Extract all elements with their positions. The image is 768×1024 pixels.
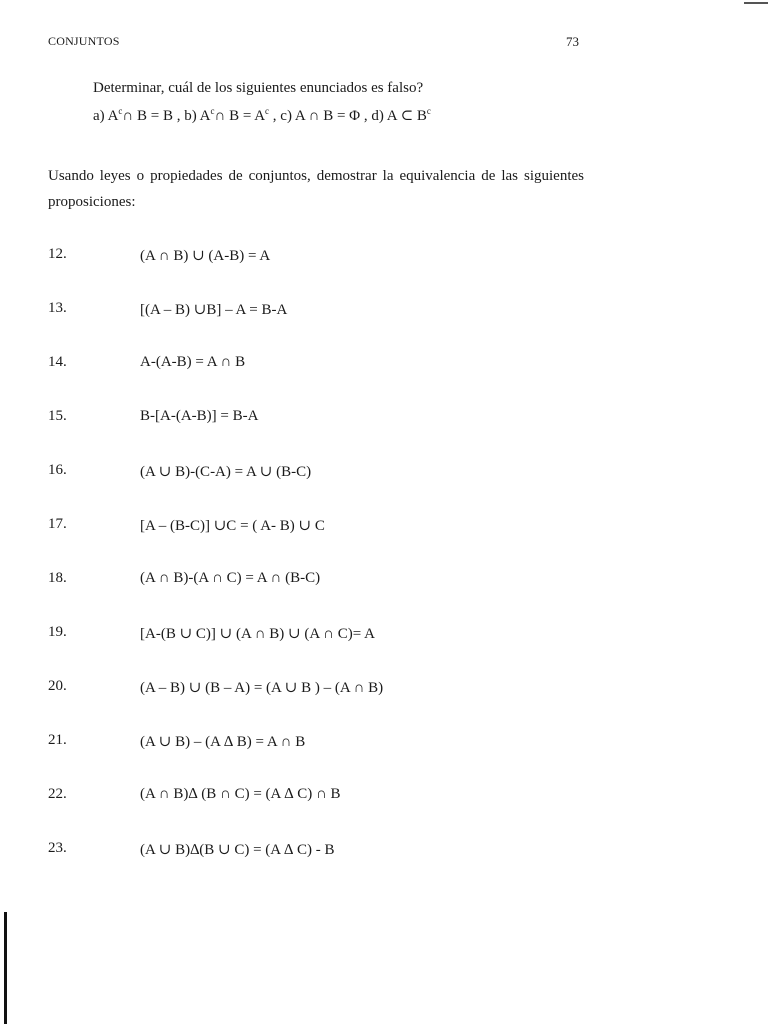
exercise-formula: [A – (B-C)] ∪C = ( A- B) ∪ C: [140, 518, 325, 534]
exercise-formula: B-[A-(A-B)] = B-A: [140, 408, 259, 424]
exercise-number: 14.: [48, 354, 67, 370]
exercise-number: 12.: [48, 246, 67, 262]
exercise-formula: (A ∪ B) – (A ∆ B) = A ∩ B: [140, 734, 306, 750]
option-a: a) $A^c\cap$ B = B: [93, 106, 173, 124]
exercise-number: 13.: [48, 300, 67, 316]
scan-corner-mark: [744, 2, 768, 4]
option-b: , b) $A^c\cap$ $B = A^c$: [176, 106, 270, 124]
exercise-formula: (A ∪ B)-(C-A) = A ∪ (B-C): [140, 464, 312, 480]
exercise-number: 15.: [48, 408, 67, 424]
instruction-paragraph: Usando leyes o propiedades de conjuntos, demostrar la equivalencia de las siguientes proposiciones:: [48, 168, 584, 210]
question-text: Determinar, cuál de los siguientes enunciados es falso?: [93, 80, 424, 96]
exercise-number: 22.: [48, 786, 67, 802]
exercise-number: 17.: [48, 516, 67, 532]
running-header: CONJUNTOS: [48, 34, 120, 48]
option-d: d) A ⊂ $B^c$: [371, 106, 431, 124]
exercise-number: 16.: [48, 462, 67, 478]
exercise-formula: (A ∪ B)∆(B ∪ C) = (A ∆ C) - B: [140, 842, 335, 858]
exercise-formula: [(A – B) ∪B] – A = B-A: [140, 302, 288, 318]
question-options: [93, 106, 431, 125]
exercise-number: 19.: [48, 624, 67, 640]
exercise-number: 18.: [48, 570, 67, 586]
exercise-number: 20.: [48, 678, 67, 694]
exercise-formula: [A-(B ∪ C)] ∪ (A ∩ B) ∪ (A ∩ C)= A: [140, 626, 375, 642]
exercise-number: 21.: [48, 732, 67, 748]
exercise-number: 23.: [48, 840, 67, 856]
option-c: , c) A ∩ B = Φ ,: [272, 108, 368, 124]
exercise-formula: (A – B) ∪ (B – A) = (A ∪ B ) – (A ∩ B): [140, 680, 384, 696]
exercise-formula: (A ∩ B)-(A ∩ C) = A ∩ (B-C): [140, 570, 321, 586]
exercise-formula: (A ∩ B)∆ (B ∩ C) = (A ∆ C) ∩ B: [140, 786, 341, 802]
scan-edge-mark: [4, 912, 7, 1024]
page-number: 73: [566, 34, 579, 49]
exercise-formula: (A ∩ B) ∪ (A-B) = A: [140, 248, 271, 264]
exercise-formula: A-(A-B) = A ∩ B: [140, 354, 246, 370]
